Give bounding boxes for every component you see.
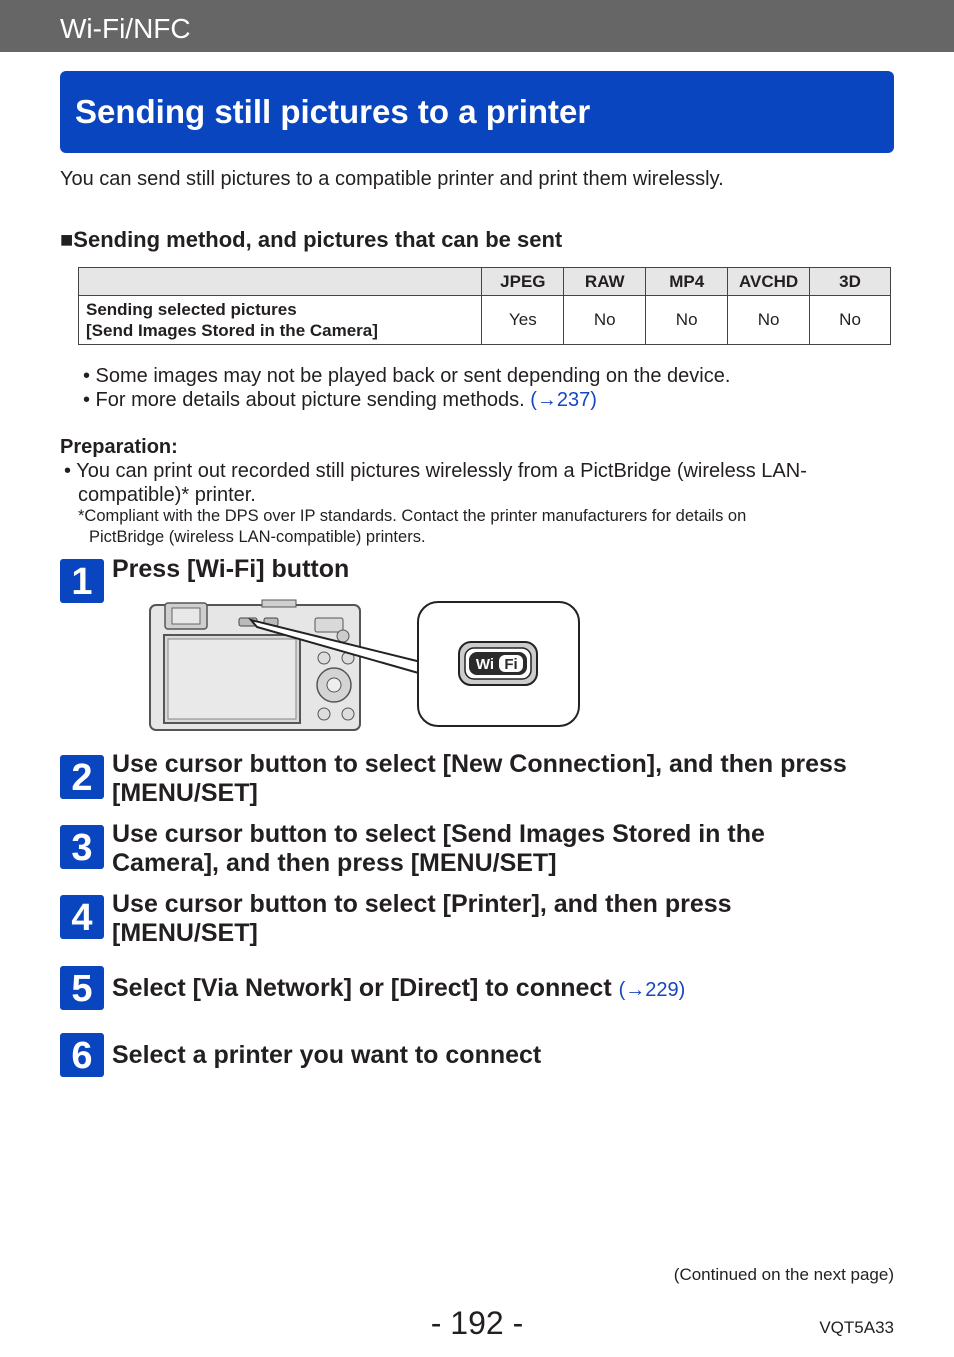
table-cell: No xyxy=(810,296,891,345)
step-number-badge: 6 xyxy=(60,1033,104,1077)
column-header: MP4 xyxy=(646,268,728,296)
method-cell xyxy=(79,296,482,345)
footnote-mark: * xyxy=(78,507,85,525)
preparation-heading: Preparation: xyxy=(60,436,178,458)
note-item xyxy=(83,388,597,412)
camera-back-icon xyxy=(150,600,360,730)
footnote-text: Compliant with the DPS over IP standards. Contact the printer manufacturers for details on xyxy=(84,507,747,525)
note-text: • For more details about picture sending methods. xyxy=(83,389,525,411)
step-number-badge: 3 xyxy=(60,825,104,869)
table-cell: Yes xyxy=(482,296,564,345)
table-corner-cell xyxy=(79,268,482,296)
step-line: [MENU/SET] xyxy=(112,779,258,807)
step-6-text: Select a printer you want to connect xyxy=(112,1041,542,1069)
compatibility-table xyxy=(78,267,891,345)
step-number-badge: 2 xyxy=(60,755,104,799)
step-line: [MENU/SET] xyxy=(112,919,258,947)
step-3-text xyxy=(112,820,765,878)
step-line: Use cursor button to select [Send Images Stored in the xyxy=(112,820,765,848)
step-number-badge: 4 xyxy=(60,895,104,939)
top-bar xyxy=(0,0,954,52)
table-cell: No xyxy=(564,296,646,345)
note-item: • Some images may not be played back or sent depending on the device. xyxy=(83,365,731,387)
step-line: Use cursor button to select [New Connection], and then press xyxy=(112,750,847,778)
wifi-fi-text: Fi xyxy=(504,656,518,673)
column-header: AVCHD xyxy=(728,268,810,296)
preparation-line: compatible)* printer. xyxy=(78,484,256,506)
section-label: Wi-Fi/NFC xyxy=(60,13,191,44)
document-code: VQT5A33 xyxy=(819,1318,894,1337)
step-line: Select [Via Network] or [Direct] to connect xyxy=(112,974,612,1002)
column-header: 3D xyxy=(810,268,891,296)
table-row xyxy=(79,296,891,345)
step-number-badge: 5 xyxy=(60,966,104,1010)
table-cell: No xyxy=(646,296,728,345)
step-1-text: Press [Wi-Fi] button xyxy=(112,555,350,583)
page-reference-link[interactable]: (→229) xyxy=(618,979,686,1001)
column-header: RAW xyxy=(564,268,646,296)
step-4-text xyxy=(112,890,732,948)
page-number: - 192 - xyxy=(430,1305,524,1341)
intro-text: You can send still pictures to a compatible printer and print them wirelessly. xyxy=(60,168,724,190)
preparation-line: • You can print out recorded still pictures wirelessly from a PictBridge (wireless LAN- xyxy=(64,460,807,482)
method-heading: ■Sending method, and pictures that can be sent xyxy=(60,227,563,252)
wifi-button-icon xyxy=(459,642,537,685)
continued-note: (Continued on the next page) xyxy=(673,1265,894,1284)
method-label-line1: Sending selected pictures xyxy=(86,300,297,319)
column-header: JPEG xyxy=(482,268,564,296)
footnote-line xyxy=(78,506,746,527)
step-5-text xyxy=(112,974,685,1005)
step-number-badge: 1 xyxy=(60,559,104,603)
table-header-row xyxy=(79,268,891,296)
footnote-line: PictBridge (wireless LAN-compatible) printers. xyxy=(89,528,426,546)
table-cell: No xyxy=(728,296,810,345)
wifi-wi-text: Wi xyxy=(475,656,495,673)
page-title: Sending still pictures to a printer xyxy=(75,93,591,130)
page-reference-link[interactable]: (→237) xyxy=(530,389,597,411)
step-line: Camera], and then press [MENU/SET] xyxy=(112,849,557,877)
camera-wifi-illustration xyxy=(147,598,583,734)
step-line: Use cursor button to select [Printer], and then press xyxy=(112,890,732,918)
title-bar xyxy=(60,71,894,153)
step-2-text xyxy=(112,750,847,808)
method-label-line2: [Send Images Stored in the Camera] xyxy=(86,321,378,340)
